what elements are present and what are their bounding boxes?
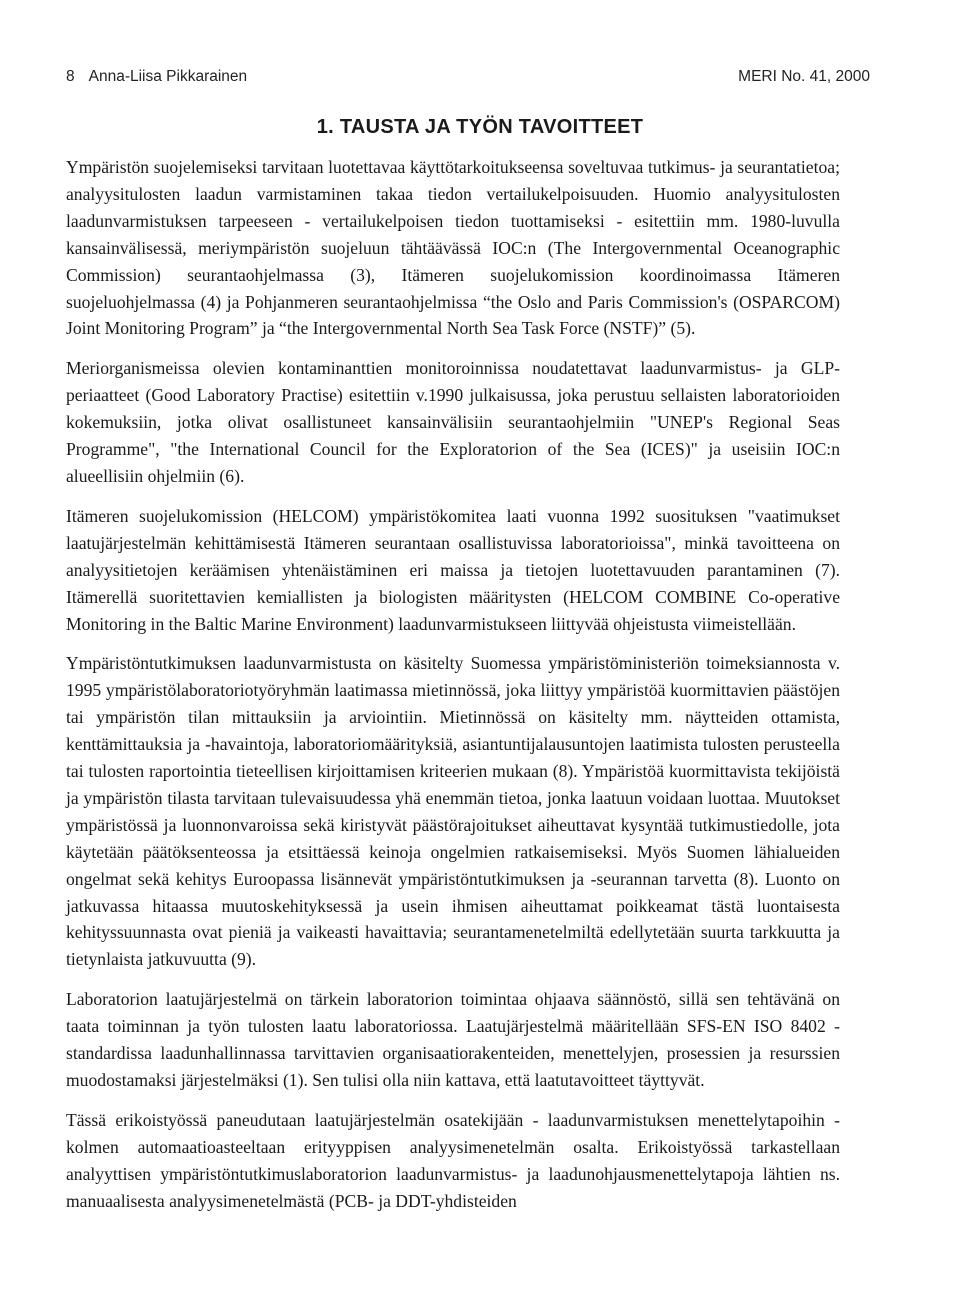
paragraph-4: Ympäristöntutkimuksen laadunvarmistusta on käsitelty Suomessa ympäristöministeriön toimeksiannosta v. 1995 ympäristölaboratoriotyöryhmän laatimassa mietinnössä, joka liittyy ympäristöä kuormittavien päästöjen tai ympäristön tilan mittauksiin ja arviointiin. Mietinnössä on käsitelty mm. näytteiden ottamista, kenttämittauksia ja -havaintoja, laboratoriomäärityksiä, asiantuntijalausuntojen laatimista tulosten perusteella tai tulosten raportointia tieteellisen kirjoittamisen kriteerien mukaan (8). Ympäristöä kuormittavista tekijöistä ja ympäristön tilasta tarvitaan tulevaisuudessa yhä enemmän tietoa, jonka laatuun voidaan luottaa. Muutokset ympäristössä ja luonnonvaroissa sekä kiristyvät päästörajoitukset aiheuttavat kysyntää tutkimustiedolle, jota käytetään päätöksenteossa ja etsittäessä keinoja ongelmien ratkaisemiseksi. Myös Suomen lähialueiden ongelmat sekä kehitys Euroopassa lisännevät ympäristöntutkimuksen ja -seurannan tarvetta (8). Luonto on jatkuvassa hitaassa muutoskehityksessä ja usein ihmisen aiheuttamat poikkeamat tästä luontaisesta kehityssuunnasta ovat pieniä ja vaikeasti havaittavia; seurantamenetelmiltä edellytetään suurta tarkkuutta ja tietynlaista jatkuvuutta (9). (66, 653, 840, 970)
running-header (66, 68, 870, 86)
section-title: 1. TAUSTA JA TYÖN TAVOITTEET (316, 116, 644, 138)
paragraph-2: Meriorganismeissa olevien kontaminanttien monitoroinnissa noudatettavat laadunvarmistus- ja GLP-periaatteet (Good Laboratory Practise) esitettiin v.1990 julkaisussa, joka perustuu sellaisten laboratorioiden kokemuksiin, jotka olivat osallistuneet kansainvälisiin seurantaohjelmiin "UNEP's Regional Seas Programme", "the International Council for the Exploratorion of the Sea (ICES)" ja useisiin IOC:n alueellisiin ohjelmiin (6). (66, 358, 840, 486)
author-name: Anna-Liisa Pikkarainen (88, 68, 248, 85)
paragraph-1: Ympäristön suojelemiseksi tarvitaan luotettavaa käyttötarkoitukseensa soveltuvaa tutkimus- ja seurantatietoa; analyysitulosten laadun varmistaminen takaa tiedon vertailukelpoisuuden. Huomio analyysitulosten laadunvarmistuksen tarpeeseen - vertailukelpoisen tiedon tuottamiseksi - esitettiin mm. 1980-luvulla kansainvälisessä, meriympäristön suojeluun tähtäävässä IOC:n (The Intergovernmental Oceanographic Commission) seurantaohjelmassa (3), Itämeren suojelukomission koordinoimassa Itämeren suojeluohjelmassa (4) ja Pohjanmeren seurantaohjelmissa “the Oslo and Paris Commission's (OSPARCOM) Joint Monitoring Program” ja “the Intergovernmental North Sea Task Force (NSTF)” (5). (66, 157, 840, 339)
page-number: 8 (66, 68, 75, 85)
paragraph-6: Tässä erikoistyössä paneudutaan laatujärjestelmän osatekijään - laadunvarmistuksen menettelytapoihin - kolmen automaatioasteeltaan erityyppisen analyysimenetelmän osalta. Erikoistyössä tarkastellaan analyyttisen ympäristöntutkimuslaboratorion laadunvarmistus- ja laadunohjausmenettelytapoja lähtien ns. manuaalisesta analyysimenetelmästä (PCB- ja DDT-yhdisteiden (66, 1109, 840, 1211)
series-info: MERI No. 41, 2000 (738, 68, 870, 85)
body-text (66, 154, 840, 1228)
paragraph-5: Laboratorion laatujärjestelmä on tärkein laboratorion toimintaa ohjaava säännöstö, sillä sen tehtävänä on taata toiminnan ja työn tulosten laatu laboratoriossa. Laatujärjestelmä määritellään SFS-EN ISO 8402 -standardissa laadunhallinnassa tarvittavien organisaatiorakenteiden, menettelyjen, prosessien ja resurssien muodostamaksi järjestelmäksi (1). Sen tulisi olla niin kattava, että laatutavoitteet täyttyvät. (66, 989, 840, 1090)
paragraph-3: Itämeren suojelukomission (HELCOM) ympäristökomitea laati vuonna 1992 suosituksen "vaatimukset laatujärjestelmän kehittämisestä Itämeren seurantaan osallistuvissa laboratorioissa", minkä tavoitteena on analyysitietojen keräämisen yhtenäistäminen eri maissa ja tietojen luotettavuuden parantaminen (7). Itämerellä suoritettavien kemiallisten ja biologisten määritysten (HELCOM COMBINE Co-operative Monitoring in the Baltic Marine Environment) laadunvarmistukseen liittyvää ohjeistusta viimeistellään. (66, 505, 840, 634)
header-left (66, 68, 261, 86)
